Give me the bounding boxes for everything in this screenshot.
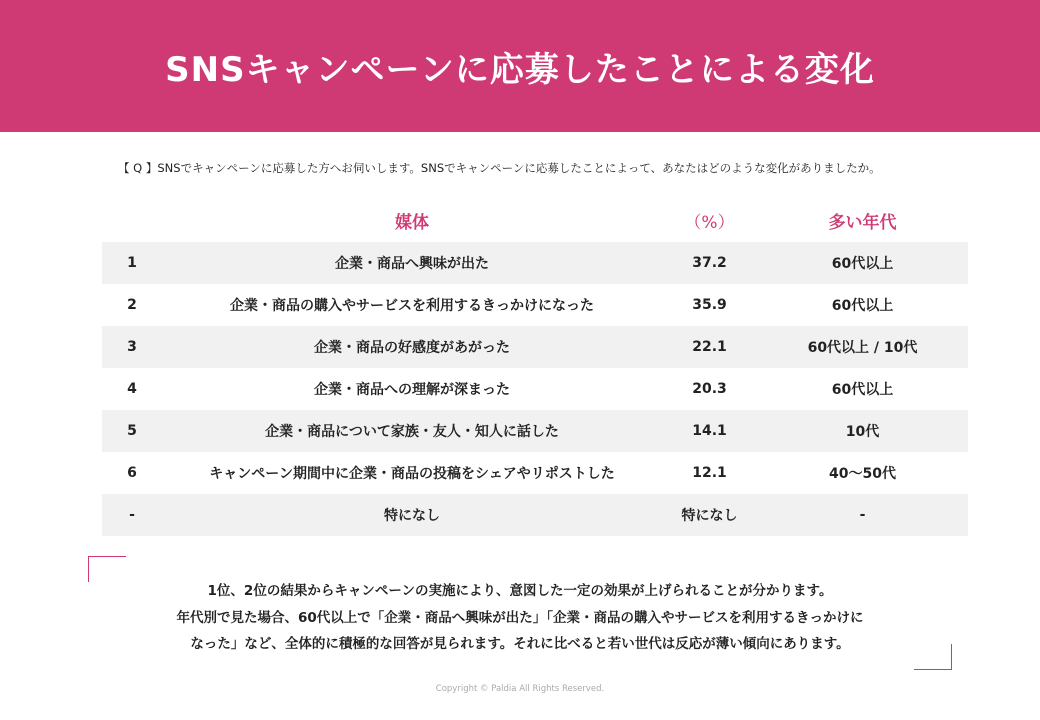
row-percent: 14.1 — [692, 423, 727, 439]
results-table — [102, 198, 968, 536]
title-banner — [0, 0, 1040, 132]
table-row — [102, 284, 968, 326]
row-rank: - — [129, 507, 135, 523]
row-rank: 1 — [127, 255, 137, 271]
row-age-group: 60代以上 — [831, 298, 894, 314]
header-item: 媒体 — [395, 212, 429, 233]
row-rank: 4 — [127, 381, 137, 397]
header-percent: （%） — [684, 212, 735, 233]
corner-bracket-top-left — [88, 556, 126, 582]
row-percent: 20.3 — [692, 381, 727, 397]
table-body — [102, 242, 968, 536]
table-row — [102, 494, 968, 536]
table-row — [102, 326, 968, 368]
row-rank: 3 — [127, 339, 137, 355]
row-item: 特になし — [384, 508, 440, 524]
row-rank: 6 — [127, 465, 137, 481]
row-age-group: 60代以上 / 10代 — [807, 340, 918, 356]
summary-text — [130, 578, 910, 658]
row-percent: 22.1 — [692, 339, 727, 355]
row-percent: 35.9 — [692, 297, 727, 313]
copyright: Copyright © Paldia All Rights Reserved. — [435, 684, 605, 694]
row-item: キャンペーン期間中に企業・商品の投稿をシェアやリポストした — [209, 466, 615, 482]
row-age-group: 60代以上 — [831, 256, 894, 272]
row-percent: 12.1 — [692, 465, 727, 481]
page-title: SNSキャンペーンに応募したことによる変化 — [165, 49, 875, 90]
row-item: 企業・商品の好感度があがった — [314, 340, 510, 356]
row-age-group: - — [859, 507, 866, 523]
corner-bracket-bottom-right — [914, 644, 952, 670]
survey-question: 【 Q 】SNSでキャンペーンに応募した方へお伺いします。SNSでキャンペーンに応募したことによって、あなたはどのような変化がありましたか。 — [118, 161, 881, 175]
row-percent: 37.2 — [692, 255, 727, 271]
summary-line: なった」など、全体的に積極的な回答が見られます。それに比べると若い世代は反応が薄い傾向にあります。 — [190, 636, 850, 652]
table-header — [102, 198, 968, 242]
table-row — [102, 452, 968, 494]
summary-line: 1位、2位の結果からキャンペーンの実施により、意図した一定の効果が上げられることが分かります。 — [207, 583, 833, 599]
row-age-group: 60代以上 — [831, 382, 894, 398]
table-row — [102, 368, 968, 410]
row-item: 企業・商品の購入やサービスを利用するきっかけになった — [230, 298, 594, 314]
row-percent: 特になし — [681, 508, 738, 524]
row-age-group: 10代 — [845, 424, 880, 440]
row-item: 企業・商品について家族・友人・知人に話した — [265, 424, 559, 440]
summary-line: 年代別で見た場合、60代以上で「企業・商品へ興味が出た」「企業・商品の購入やサービスを利用するきっかけに — [176, 609, 864, 626]
row-item: 企業・商品への理解が深まった — [314, 382, 510, 398]
header-age-group: 多い年代 — [828, 212, 897, 233]
table-row — [102, 410, 968, 452]
row-item: 企業・商品へ興味が出た — [335, 256, 489, 272]
table-row — [102, 242, 968, 284]
row-age-group: 40～50代 — [829, 466, 896, 482]
row-rank: 5 — [127, 423, 137, 439]
row-rank: 2 — [127, 297, 137, 313]
